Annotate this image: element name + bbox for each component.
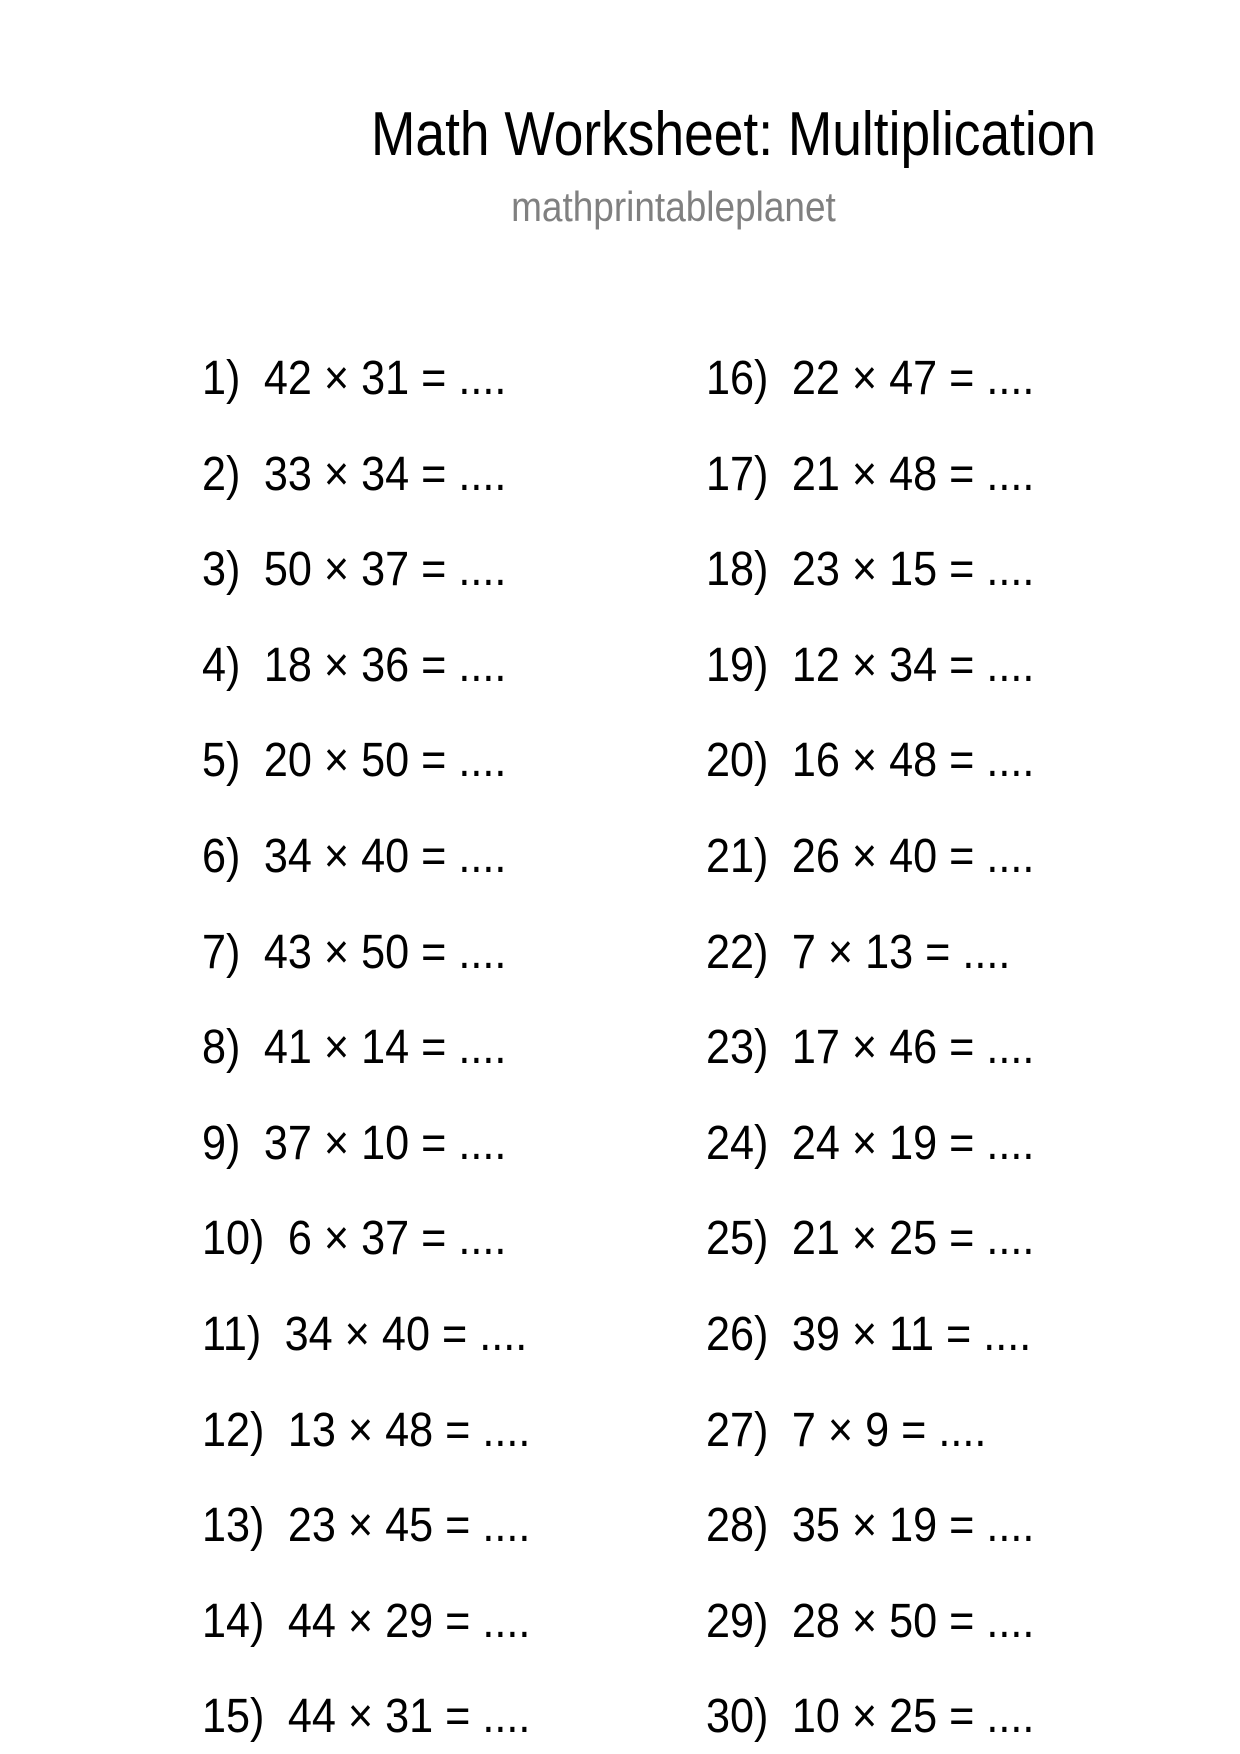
problem-expression: 28 × 50 = .... [791, 1594, 1035, 1648]
problem-expression: 6 × 37 = .... [287, 1212, 507, 1266]
problem-item [706, 1689, 1034, 1745]
problem-number: 15) [202, 1690, 265, 1744]
problem-expression: 20 × 50 = .... [263, 734, 507, 788]
problem-item [706, 925, 1010, 981]
problem-item [202, 1403, 530, 1459]
problem-item [202, 1211, 506, 1267]
problem-expression: 16 × 48 = .... [791, 734, 1035, 788]
problem-expression: 23 × 15 = .... [791, 543, 1035, 597]
problem-number: 4) [202, 638, 241, 692]
problem-expression: 12 × 34 = .... [791, 638, 1035, 692]
problem-item [202, 829, 506, 885]
problem-item [202, 542, 506, 598]
problem-number: 6) [202, 830, 241, 883]
problem-number: 20) [706, 734, 769, 788]
problem-item [202, 1594, 530, 1650]
problem-number: 30) [706, 1690, 769, 1744]
problem-number: 5) [202, 734, 241, 788]
problem-number: 28) [706, 1499, 769, 1553]
problem-item [706, 1594, 1034, 1650]
problem-number: 25) [706, 1212, 769, 1266]
problem-expression: 18 × 36 = .... [263, 638, 507, 692]
problem-item [202, 1498, 530, 1554]
problem-number: 2) [202, 447, 241, 501]
problem-number: 29) [706, 1594, 769, 1648]
problem-expression: 50 × 37 = .... [263, 543, 507, 597]
problem-number: 11) [202, 1308, 262, 1361]
problem-item [706, 1020, 1034, 1076]
problem-item [706, 1116, 1034, 1172]
problem-item [202, 1020, 506, 1076]
problem-expression: 39 × 11 = .... [791, 1308, 1032, 1361]
problem-number: 19) [706, 638, 769, 692]
problem-number: 22) [706, 925, 769, 979]
problem-item [706, 447, 1034, 503]
problem-number: 17) [706, 447, 769, 501]
problem-item [202, 1116, 506, 1172]
problem-item [706, 638, 1034, 694]
problem-expression: 21 × 25 = .... [791, 1212, 1035, 1266]
problem-number: 7) [202, 925, 241, 979]
page-subtitle [0, 183, 1240, 231]
problem-expression: 13 × 48 = .... [287, 1403, 531, 1457]
problem-number: 26) [706, 1308, 769, 1361]
problem-item [202, 1689, 530, 1745]
problem-number: 3) [202, 543, 241, 597]
problem-number: 27) [706, 1403, 769, 1457]
problem-item [706, 1307, 1031, 1363]
problem-expression: 34 × 40 = .... [284, 1308, 528, 1361]
subtitle-text: mathprintableplanet [510, 183, 836, 230]
problem-expression: 22 × 47 = .... [791, 352, 1035, 405]
problem-number: 8) [202, 1021, 241, 1075]
problem-expression: 21 × 48 = .... [791, 447, 1035, 501]
problem-expression: 44 × 29 = .... [287, 1594, 531, 1648]
problem-number: 12) [202, 1403, 265, 1457]
problem-item [706, 351, 1034, 407]
problem-number: 21) [706, 830, 769, 883]
page-title [0, 100, 1240, 170]
problem-expression: 35 × 19 = .... [791, 1499, 1035, 1553]
problem-expression: 23 × 45 = .... [287, 1499, 531, 1553]
problem-item [706, 829, 1034, 885]
problem-item [202, 638, 506, 694]
problem-number: 14) [202, 1594, 265, 1648]
problem-expression: 43 × 50 = .... [263, 925, 507, 979]
problem-item [706, 733, 1034, 789]
problem-number: 24) [706, 1116, 769, 1170]
problem-item [202, 1307, 527, 1363]
problem-number: 9) [202, 1116, 241, 1170]
problem-item [202, 351, 506, 407]
problem-expression: 24 × 19 = .... [791, 1116, 1035, 1170]
problem-number: 10) [202, 1212, 265, 1266]
problem-item [706, 542, 1034, 598]
problem-expression: 37 × 10 = .... [263, 1116, 507, 1170]
problem-expression: 42 × 31 = .... [263, 352, 507, 405]
problem-item [202, 733, 506, 789]
problem-item [202, 447, 506, 503]
problem-number: 16) [706, 352, 769, 405]
problem-item [706, 1211, 1034, 1267]
problem-item [706, 1403, 986, 1459]
problem-number: 1) [202, 352, 241, 405]
problem-expression: 34 × 40 = .... [263, 830, 507, 883]
problem-number: 13) [202, 1499, 265, 1553]
problem-expression: 33 × 34 = .... [263, 447, 507, 501]
problem-expression: 10 × 25 = .... [791, 1690, 1035, 1744]
problem-expression: 17 × 46 = .... [791, 1021, 1035, 1075]
problem-number: 18) [706, 543, 769, 597]
problem-expression: 26 × 40 = .... [791, 830, 1035, 883]
problem-number: 23) [706, 1021, 769, 1075]
problem-expression: 7 × 9 = .... [791, 1403, 987, 1457]
problem-expression: 41 × 14 = .... [263, 1021, 507, 1075]
title-text: Math Worksheet: Multiplication [371, 100, 1097, 169]
problem-expression: 44 × 31 = .... [287, 1690, 531, 1744]
problem-expression: 7 × 13 = .... [791, 925, 1011, 979]
problem-item [706, 1498, 1034, 1554]
problem-item [202, 925, 506, 981]
